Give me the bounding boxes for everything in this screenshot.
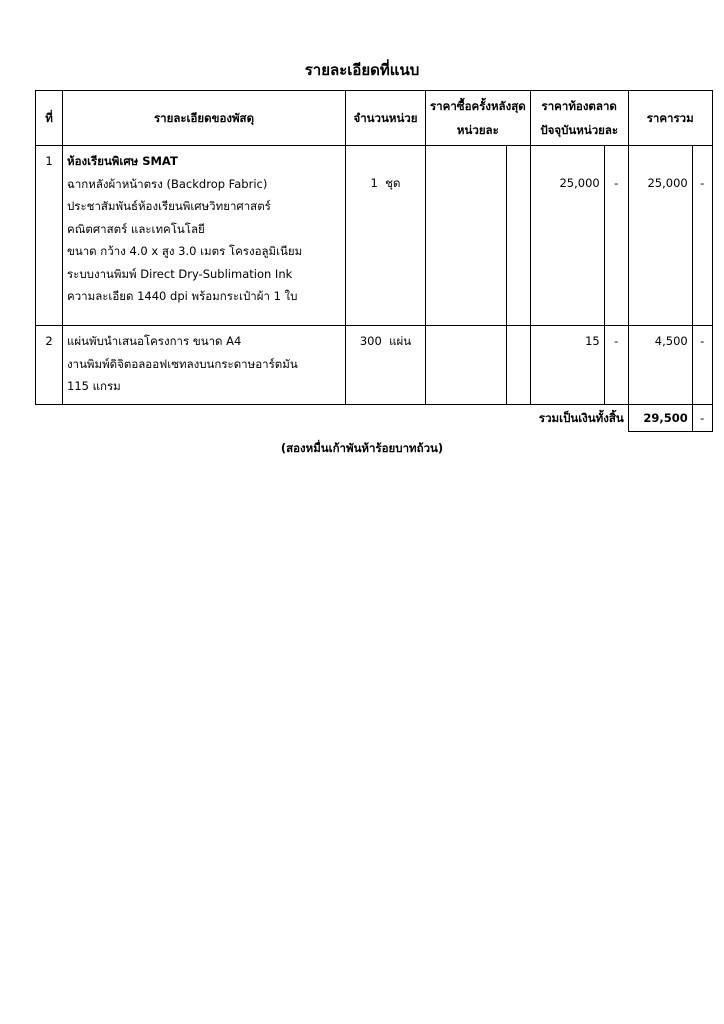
- market-price-satang-value: -: [614, 176, 619, 190]
- quantity-unit: แผ่น: [389, 334, 412, 348]
- description-line: ฉากหลังผ้าหน้าตรง (Backdrop Fabric): [67, 176, 268, 191]
- description-line: ขนาด กว้าง 4.0 x สูง 3.0 เมตร โครงอลูมิเนียม: [67, 244, 303, 258]
- description-line: 115 แกรม: [67, 379, 121, 393]
- header-market-line2: ปัจจุบันหน่วยละ: [540, 123, 619, 137]
- description-line: ระบบงานพิมพ์ Direct Dry-Sublimation Ink: [67, 266, 293, 281]
- header-no: ที่: [36, 91, 63, 146]
- row-total-baht: 4,500: [628, 326, 692, 405]
- market-price-baht: 15: [530, 326, 604, 405]
- item-heading: ห้องเรียนพิเศษ SMAT: [67, 154, 178, 168]
- header-last-purchase-line1: ราคาซื้อครั้งหลังสุด: [430, 99, 526, 113]
- grand-total-baht: 29,500: [628, 405, 692, 432]
- header-row: [36, 91, 713, 146]
- row-description: [63, 326, 346, 405]
- market-price-satang: -: [604, 326, 628, 405]
- row-quantity: [346, 146, 426, 326]
- description-line: ความละเอียด 1440 dpi พร้อมกระเป๋าผ้า 1 ใบ: [67, 289, 298, 303]
- grand-total-satang: -: [692, 405, 712, 432]
- header-total: ราคารวม: [628, 91, 712, 146]
- market-price-value: 25,000: [559, 176, 600, 190]
- row-number: 2: [36, 326, 63, 405]
- quantity-number: 1: [370, 176, 378, 190]
- description-line: คณิตศาสตร์ และเทคโนโลยี: [67, 221, 205, 236]
- header-description: รายละเอียดของพัสดุ: [63, 91, 346, 146]
- description-line: ประชาสัมพันธ์ห้องเรียนพิเศษวิทยาศาสตร์: [67, 199, 271, 213]
- market-price-baht: [530, 146, 604, 326]
- header-quantity: จำนวนหน่วย: [346, 91, 426, 146]
- header-last-purchase-line2: หน่วยละ: [456, 123, 499, 137]
- last-purchase-baht: [426, 326, 507, 405]
- quantity-number: 300: [359, 334, 382, 348]
- row-total-satang-value: -: [700, 176, 705, 190]
- row-quantity: [346, 326, 426, 405]
- last-purchase-satang: [507, 326, 530, 405]
- description-line: งานพิมพ์ดิจิตอลออฟเซทลงบนกระดาษอาร์ตมัน: [67, 356, 298, 371]
- market-price-satang: [604, 146, 628, 326]
- header-market-price: [530, 91, 628, 146]
- document-title: รายละเอียดที่แนบ: [304, 61, 420, 79]
- header-last-purchase-price: [426, 91, 531, 146]
- table-row: [36, 146, 713, 326]
- quantity-unit: ชุด: [385, 176, 401, 190]
- last-purchase-satang: [507, 146, 530, 326]
- row-total-satang: -: [692, 326, 712, 405]
- row-total-satang: [692, 146, 712, 326]
- row-total-value: 25,000: [647, 176, 688, 190]
- items-table: [35, 90, 713, 432]
- amount-in-words: (สองหมื่นเก้าพันห้าร้อยบาทถ้วน): [280, 441, 444, 455]
- last-purchase-baht: [426, 146, 507, 326]
- header-market-line1: ราคาท้องตลาด: [541, 99, 617, 113]
- quantity-text: [360, 334, 411, 348]
- row-description: [63, 146, 346, 326]
- grand-total-row: [36, 405, 713, 432]
- table-row: [36, 326, 713, 405]
- row-total-baht: [628, 146, 692, 326]
- description-line: แผ่นพับนำเสนอโครงการ ขนาด A4: [67, 334, 242, 348]
- row-number: 1: [36, 146, 63, 326]
- grand-total-label: รวมเป็นเงินทั้งสิ้น: [538, 411, 624, 425]
- quantity-text: [350, 150, 421, 195]
